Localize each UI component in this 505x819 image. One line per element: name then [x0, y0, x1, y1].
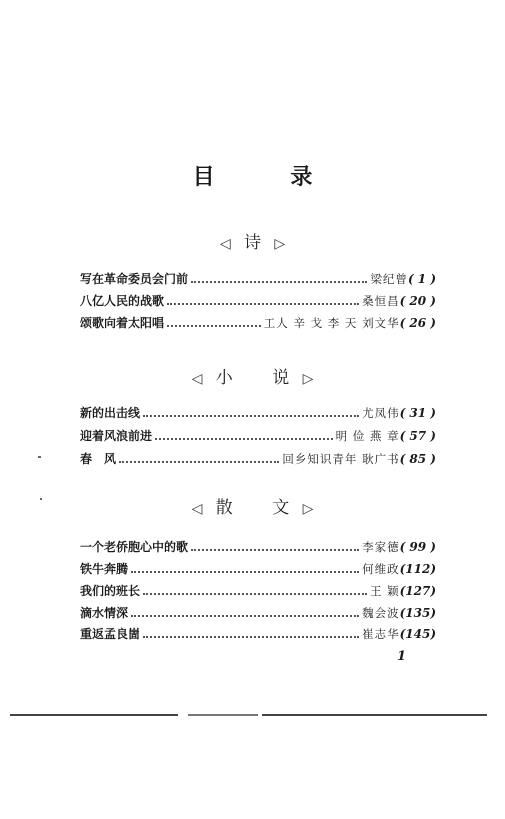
entry-author: 王 颖 [369, 584, 400, 598]
scan-edge-line [188, 714, 258, 716]
toc-entry[interactable] [80, 557, 436, 577]
entry-page: (135) [399, 606, 436, 620]
entry-page: (145) [399, 627, 436, 641]
entry-page: ( 57 ) [399, 429, 436, 443]
triangle-left-outline-icon: ◁ [219, 236, 231, 252]
entry-title: 滴水情深 [80, 606, 129, 620]
toc-entry[interactable] [80, 401, 436, 421]
leader-dots [155, 438, 333, 440]
leader-dots [119, 461, 279, 463]
leader-dots [167, 325, 261, 327]
toc-entry[interactable] [80, 267, 436, 287]
leader-dots [167, 303, 359, 305]
scan-speck [40, 498, 42, 500]
entry-page: ( 20 ) [399, 294, 436, 308]
section-heading-label: 小 说 [215, 368, 290, 388]
toc-entry[interactable] [80, 535, 436, 555]
entry-page: ( 26 ) [399, 316, 436, 330]
toc-entry[interactable] [80, 311, 436, 331]
entry-page: ( 99 ) [399, 540, 436, 554]
entry-title: 颂歌向着太阳唱 [80, 316, 165, 330]
entry-author: 桑恒昌 [362, 294, 400, 308]
entry-author: 工人 辛 戈 李 天 刘文华 [263, 316, 400, 330]
entry-title: 重返孟良崮 [80, 627, 141, 641]
entry-title: 新的出击线 [80, 406, 141, 420]
triangle-left-outline-icon: ◁ [191, 501, 203, 517]
scan-edge-line [10, 714, 178, 716]
page-number: 1 [397, 649, 407, 664]
entry-title: 我们的班长 [80, 584, 141, 598]
leader-dots [191, 281, 367, 283]
entry-page: (127) [399, 584, 436, 598]
entry-page: (112) [399, 562, 436, 576]
entry-author: 回乡知识青年 耿广书 [282, 452, 400, 466]
entry-author: 梁纪曾 [370, 272, 408, 286]
leader-dots [191, 549, 359, 551]
entry-author: 崔志华 [362, 627, 400, 641]
toc-entry[interactable] [80, 601, 436, 621]
leader-dots [143, 636, 359, 638]
section-heading-label: 诗 [244, 233, 261, 253]
entry-author: 魏会波 [362, 606, 400, 620]
toc-entry[interactable] [80, 622, 436, 642]
leader-dots [143, 593, 367, 595]
entry-title: 一个老侨胞心中的歌 [80, 540, 189, 554]
entry-author: 何维政 [362, 562, 400, 576]
triangle-right-outline-icon: ▷ [302, 501, 314, 517]
entry-title: 八亿人民的战歌 [80, 294, 165, 308]
leader-dots [143, 415, 359, 417]
entry-author: 明 俭 燕 章 [335, 429, 400, 443]
entry-page: ( 85 ) [399, 452, 436, 466]
scan-edge-line [262, 714, 487, 716]
toc-entry[interactable] [80, 424, 436, 444]
toc-entry[interactable] [80, 447, 436, 467]
section-heading-prose [0, 493, 505, 518]
entry-author: 尤凤伟 [362, 406, 400, 420]
entry-title: 写在革命委员会门前 [80, 272, 189, 286]
section-heading-fiction [0, 363, 505, 388]
leader-dots [131, 615, 359, 617]
scan-speck [38, 456, 41, 458]
entry-title: 迎着风浪前进 [80, 429, 153, 443]
toc-entry[interactable] [80, 579, 436, 599]
leader-dots [131, 571, 359, 573]
section-heading-label: 散 文 [215, 498, 290, 518]
toc-entry[interactable] [80, 289, 436, 309]
triangle-left-outline-icon: ◁ [191, 371, 203, 387]
page-title: 目 录 [192, 165, 347, 190]
entry-page: ( 31 ) [399, 406, 436, 420]
entry-page: ( 1 ) [407, 272, 436, 286]
triangle-right-outline-icon: ▷ [274, 236, 286, 252]
entry-title: 春 风 [80, 452, 117, 466]
triangle-right-outline-icon: ▷ [302, 371, 314, 387]
entry-title: 铁牛奔腾 [80, 562, 129, 576]
entry-author: 李家德 [362, 540, 400, 554]
section-heading-poetry [0, 228, 505, 253]
